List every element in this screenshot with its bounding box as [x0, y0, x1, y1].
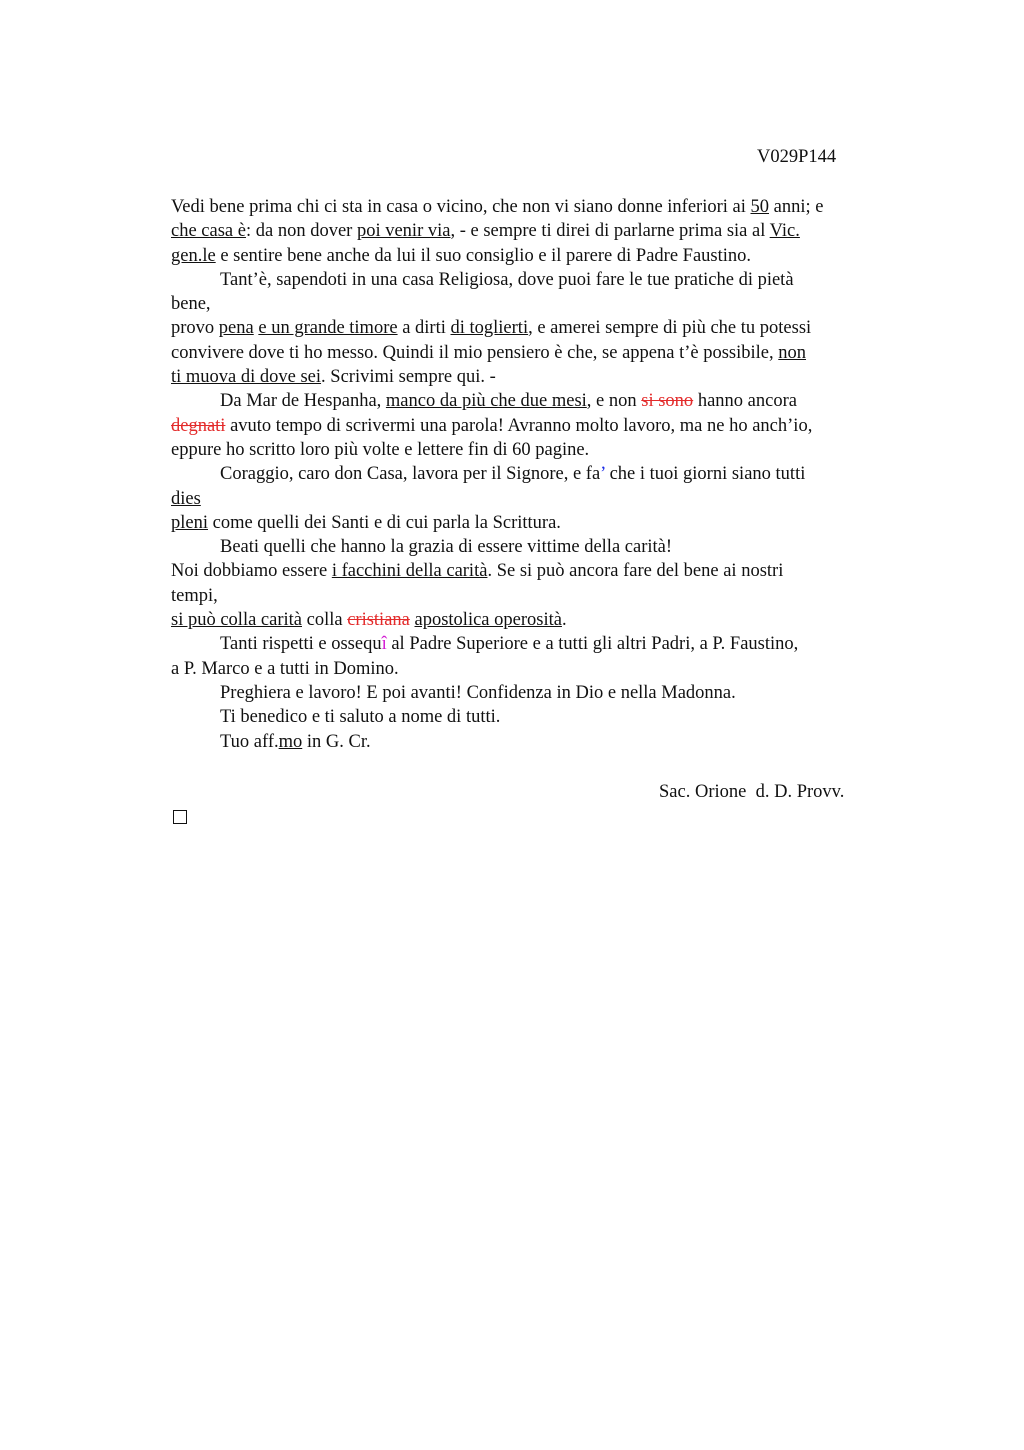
- letter-line: [171, 462, 911, 486]
- page-identifier: V029P144: [757, 147, 837, 167]
- text-run: a dirti: [397, 318, 451, 339]
- underlined-text: gen.le: [171, 245, 216, 266]
- letter-line: [171, 414, 911, 438]
- deleted-text: si sono: [641, 391, 694, 412]
- letter-line: [171, 195, 911, 219]
- letter-line: [171, 341, 911, 365]
- letter-line: [171, 730, 911, 754]
- letter-line: [171, 632, 911, 656]
- signature: Sac. Orione d. D. Provv.: [659, 782, 845, 802]
- letter-line: eppure ho scritto loro più volte e lettere fin di 60 pagine.: [171, 439, 590, 460]
- letter-line: [171, 316, 911, 340]
- text-run: , e non: [586, 391, 642, 412]
- letter-line: a P. Marco e a tutti in Domino.: [171, 658, 399, 679]
- empty-checkbox-glyph: [173, 810, 187, 824]
- deleted-text: degnati: [171, 415, 226, 436]
- text-run: che i tuoi giorni siano tutti: [604, 464, 806, 485]
- text-run: , e amerei sempre di più che tu potessi: [528, 318, 812, 339]
- deleted-text: cristiana: [347, 610, 410, 631]
- underlined-text: i facchini della carità: [331, 561, 488, 582]
- text-run: e sentire bene anche da lui il suo consiglio e il parere di Padre Faustino.: [215, 245, 752, 266]
- underlined-text: pleni: [171, 512, 208, 533]
- text-run: convivere dove ti ho messo. Quindi il mio pensiero è che, se appena t’è possibile,: [171, 342, 779, 363]
- text-run: Noi dobbiamo essere: [171, 561, 332, 582]
- underlined-text: che casa è: [171, 221, 246, 242]
- letter-body: [171, 195, 911, 754]
- text-run: . Scrivimi sempre qui. -: [321, 367, 496, 388]
- text-run: Coraggio, caro don Casa, lavora per il Signore, e fa: [220, 464, 601, 485]
- letter-line: Beati quelli che hanno la grazia di essere vittime della carità!: [220, 537, 673, 558]
- underlined-text: pena: [218, 318, 254, 339]
- highlighted-character: î: [381, 634, 387, 655]
- letter-line: [171, 559, 911, 583]
- underlined-text: Vic.: [769, 221, 800, 242]
- text-run: Tanti rispetti e ossequ: [220, 634, 382, 655]
- text-run: in G. Cr.: [302, 731, 371, 752]
- text-run: . Se si può ancora fare del bene ai nostri: [487, 561, 784, 582]
- letter-line: [171, 365, 911, 389]
- text-run: Vedi bene prima chi ci sta in casa o vicino, che non vi siano donne inferiori ai: [171, 197, 751, 217]
- underlined-text: dies: [171, 488, 201, 509]
- text-run: provo: [171, 318, 219, 339]
- underlined-text: di toglierti: [450, 318, 529, 339]
- letter-line: [171, 219, 911, 243]
- letter-line: [171, 487, 911, 511]
- letter-line: bene,: [171, 294, 211, 315]
- letter-line: Preghiera e lavoro! E poi avanti! Confidenza in Dio e nella Madonna.: [220, 682, 736, 703]
- text-run: .: [561, 610, 567, 631]
- text-run: anni; e: [769, 197, 824, 217]
- text-run: Tuo aff.: [220, 731, 279, 752]
- letter-line: [171, 608, 911, 632]
- underlined-text: mo: [278, 731, 303, 752]
- letter-line: Ti benedico e ti saluto a nome di tutti.: [220, 707, 501, 728]
- underlined-text: poi venir via: [356, 221, 451, 242]
- letter-line: [171, 244, 911, 268]
- letter-line: [171, 389, 911, 413]
- letter-line: [171, 511, 911, 535]
- underlined-text: e un grande timore: [258, 318, 398, 339]
- text-run: come quelli dei Santi e di cui parla la Scrittura.: [208, 512, 561, 533]
- text-run: hanno ancora: [693, 391, 797, 412]
- letter-line: Tant’è, sapendoti in una casa Religiosa, dove puoi fare le tue pratiche di pietà: [220, 269, 794, 290]
- underlined-text: non: [778, 342, 807, 363]
- text-run: al Padre Superiore e a tutti gli altri Padri, a P. Faustino,: [386, 634, 799, 655]
- letter-line: tempi,: [171, 585, 218, 606]
- text-run: colla: [302, 610, 348, 631]
- text-run: : da non dover: [245, 221, 357, 242]
- underlined-text: si può colla carità: [171, 610, 302, 631]
- underlined-text: ti muova di dove sei: [171, 367, 322, 388]
- underlined-text: manco da più che due mesi: [385, 391, 587, 412]
- text-run: , - e sempre ti direi di parlarne prima sia al: [450, 221, 770, 242]
- underlined-text: apostolica operosità: [414, 610, 562, 631]
- underlined-text: 50: [750, 197, 769, 217]
- text-run: avuto tempo di scrivermi una parola! Avranno molto lavoro, ma ne ho anch’io,: [225, 415, 813, 436]
- highlighted-apostrophe: ’: [600, 464, 605, 485]
- text-run: Da Mar de Hespanha,: [220, 391, 386, 412]
